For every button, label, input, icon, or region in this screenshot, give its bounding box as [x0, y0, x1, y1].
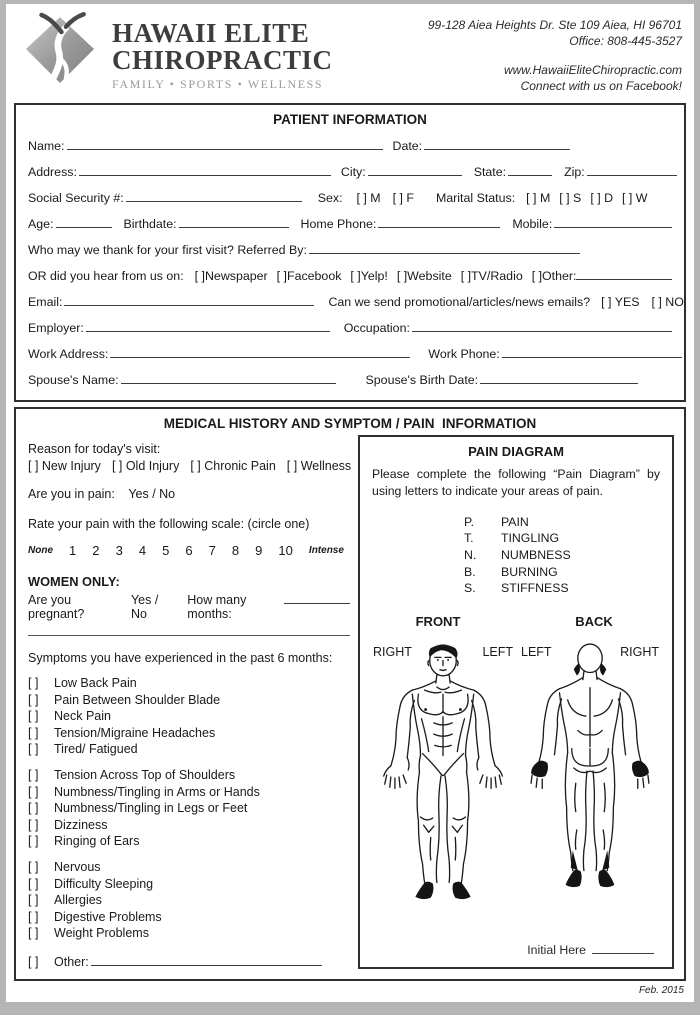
marital-status-label: Marital Status:: [435, 191, 516, 206]
clinic-contact-block: [428, 12, 682, 94]
brand-name-line1: HAWAII ELITE: [112, 18, 310, 48]
symptom-label: Tired/ Fatigued: [54, 742, 138, 757]
symptom-group-3: [28, 860, 350, 941]
hear-other-checkbox[interactable]: [ ]Other:: [531, 269, 577, 284]
symptom-neck-pain[interactable]: [28, 709, 350, 724]
legend-label-burning: BURNING: [501, 564, 558, 579]
clinic-address: 99-128 Aiea Heights Dr. Ste 109 Aiea, HI 96701: [427, 18, 682, 32]
front-body-icon[interactable]: [381, 641, 505, 907]
section-divider: [28, 635, 350, 636]
months-label: How many months:: [187, 593, 247, 622]
women-only-label: WOMEN ONLY:: [28, 574, 120, 590]
pain-diagram-title: PAIN DIAGRAM: [468, 444, 564, 460]
in-pain-row: [28, 487, 350, 501]
city-label: City:: [340, 165, 366, 180]
row-age-phones: [28, 217, 672, 231]
symptom-nervous[interactable]: [28, 860, 350, 875]
symptom-weight[interactable]: [28, 926, 350, 941]
checkbox-icon[interactable]: [ ]: [28, 784, 39, 799]
address-label: Address:: [28, 165, 77, 180]
symptom-dizziness[interactable]: [28, 818, 350, 833]
symptom-numbness-arms[interactable]: [28, 785, 350, 800]
address-field[interactable]: [79, 165, 331, 176]
birthdate-field[interactable]: [179, 217, 289, 228]
symptom-label: Numbness/Tingling in Legs or Feet: [54, 801, 248, 816]
symptom-label: Difficulty Sleeping: [54, 876, 154, 891]
scale-7[interactable]: 7: [208, 543, 216, 559]
symptom-tension-shoulders[interactable]: [28, 768, 350, 783]
hear-from-label: OR did you hear from us on:: [28, 269, 184, 284]
symptom-label: Low Back Pain: [54, 676, 137, 691]
dancer-diamond-logo-icon: [20, 12, 100, 86]
clinic-website: www.HawaiiEliteChiropractic.com: [503, 63, 682, 78]
symptom-label: Neck Pain: [54, 709, 111, 724]
checkbox-icon[interactable]: [ ]: [28, 893, 39, 908]
wellness-checkbox[interactable]: [ ] Wellness: [286, 459, 352, 474]
symptom-low-back-pain[interactable]: [28, 676, 350, 691]
in-pain-label: Are you in pain:: [28, 487, 115, 502]
row-ssn-sex-marital: [28, 191, 672, 205]
symptom-numbness-legs[interactable]: [28, 801, 350, 816]
checkbox-icon[interactable]: [ ]: [28, 801, 39, 816]
home-phone-field[interactable]: [378, 217, 500, 228]
scale-3[interactable]: 3: [115, 543, 123, 559]
symptom-label: Nervous: [54, 860, 101, 875]
clinic-logo: [20, 12, 100, 94]
reason-options: [28, 459, 350, 473]
symptom-label: Numbness/Tingling in Arms or Hands: [54, 784, 260, 799]
patient-information-title: PATIENT INFORMATION: [273, 112, 427, 128]
intake-form-page: [6, 4, 694, 1002]
old-injury-checkbox[interactable]: [ ] Old Injury: [111, 459, 180, 474]
pain-diagram-instruction: Please complete the following “Pain Diagram” by using letters to indicate your areas of pain.: [372, 467, 660, 498]
symptom-ringing-ears[interactable]: [28, 834, 350, 849]
checkbox-icon[interactable]: [ ]: [28, 692, 39, 707]
front-right-side-label: RIGHT: [373, 644, 412, 659]
symptom-group-2: [28, 768, 350, 849]
scale-8[interactable]: 8: [231, 543, 240, 559]
row-employer: [28, 321, 672, 335]
mobile-field[interactable]: [554, 217, 672, 228]
brand-name-line2: CHIROPRACTIC: [112, 45, 333, 75]
clinic-phone: Office: 808-445-3527: [569, 33, 682, 48]
row-hear-from: [28, 269, 672, 283]
symptom-shoulder-blade-pain[interactable]: [28, 693, 350, 708]
back-right-side-label: RIGHT: [620, 644, 659, 659]
checkbox-icon[interactable]: [ ]: [28, 709, 39, 724]
new-injury-checkbox[interactable]: [ ] New Injury: [28, 459, 101, 474]
promo-no-checkbox[interactable]: [ ] NO: [651, 295, 684, 310]
checkbox-icon[interactable]: [ ]: [28, 860, 39, 875]
referred-by-field[interactable]: [309, 243, 580, 254]
pain-scale: [28, 543, 344, 558]
scale-10[interactable]: 10: [278, 543, 293, 559]
hear-website-checkbox[interactable]: [ ]Website: [396, 269, 452, 284]
legend-key-tingling: T.: [464, 531, 474, 546]
symptom-allergies[interactable]: [28, 893, 350, 908]
legend-key-burning: B.: [464, 564, 476, 579]
hear-facebook-checkbox[interactable]: [ ]Facebook: [276, 269, 342, 284]
zip-label: Zip:: [564, 165, 585, 180]
rate-pain-label: Rate your pain with the following scale: (circle one): [28, 517, 310, 532]
name-label: Name:: [28, 139, 65, 154]
symptom-other-row: [28, 955, 350, 969]
promo-emails-label: Can we send promotional/articles/news emails?: [328, 295, 591, 310]
clinic-facebook: Connect with us on Facebook!: [520, 78, 682, 93]
work-address-field[interactable]: [110, 347, 410, 358]
symptom-difficulty-sleeping[interactable]: [28, 877, 350, 892]
row-work: [28, 347, 672, 361]
date-field[interactable]: [424, 139, 570, 150]
occupation-field[interactable]: [412, 321, 672, 332]
sex-label: Sex:: [317, 191, 343, 206]
marital-divorced-checkbox[interactable]: [ ] D: [590, 191, 614, 206]
symptom-label: Tension/Migraine Headaches: [54, 725, 216, 740]
age-label: Age:: [28, 217, 54, 232]
brand-tagline: FAMILY • SPORTS • WELLNESS: [112, 77, 324, 91]
checkbox-icon[interactable]: [ ]: [28, 817, 39, 832]
spouse-birthdate-label: Spouse's Birth Date:: [365, 373, 479, 388]
initial-field[interactable]: [592, 943, 654, 954]
back-body-figure[interactable]: [521, 629, 659, 910]
checkbox-icon[interactable]: [ ]: [28, 876, 39, 891]
symptom-label: Ringing of Ears: [54, 834, 140, 849]
months-field[interactable]: [284, 593, 350, 604]
age-field[interactable]: [56, 217, 112, 228]
other-field[interactable]: [91, 955, 322, 966]
marital-single-checkbox[interactable]: [ ] S: [559, 191, 582, 206]
spouse-name-field[interactable]: [121, 373, 336, 384]
pain-legend: [464, 514, 672, 597]
symptoms-heading: Symptoms you have experienced in the past 6 months:: [28, 651, 333, 666]
checkbox-icon[interactable]: [ ]: [28, 725, 39, 740]
sex-female-checkbox[interactable]: [ ] F: [392, 191, 414, 206]
checkbox-icon[interactable]: [ ]: [28, 742, 39, 757]
front-body-figure[interactable]: [373, 629, 513, 910]
marital-widowed-checkbox[interactable]: [ ] W: [622, 191, 648, 206]
symptom-label: Digestive Problems: [54, 909, 162, 924]
symptom-label: Dizziness: [54, 817, 108, 832]
scale-6[interactable]: 6: [185, 543, 193, 559]
checkbox-icon[interactable]: [ ]: [28, 955, 39, 970]
scale-2[interactable]: 2: [92, 543, 100, 559]
legend-key-numbness: N.: [464, 548, 477, 562]
referred-by-label: Who may we thank for your first visit? Referred By:: [28, 243, 307, 258]
scale-9[interactable]: 9: [255, 543, 263, 559]
front-left-side-label: LEFT: [482, 644, 513, 659]
legend-key-stiffness: S.: [464, 581, 476, 596]
reason-visit-label: Reason for today's visit:: [28, 442, 161, 457]
symptom-tired[interactable]: [28, 742, 350, 757]
legend-key-pain: P.: [464, 514, 475, 529]
pain-diagram-box: [358, 435, 674, 969]
row-referred-by: [28, 243, 672, 257]
work-phone-label: Work Phone:: [428, 347, 500, 362]
pregnant-row: [28, 593, 350, 621]
scale-1[interactable]: 1: [69, 543, 77, 559]
scale-none-label: None: [28, 545, 53, 557]
occupation-label: Occupation:: [343, 321, 410, 336]
other-label: Other:: [54, 955, 89, 970]
back-label: BACK: [575, 613, 613, 629]
home-phone-label: Home Phone:: [300, 217, 377, 232]
date-label: Date:: [392, 139, 423, 154]
checkbox-icon[interactable]: [ ]: [28, 834, 39, 849]
hear-yelp-checkbox[interactable]: [ ]Yelp!: [350, 269, 388, 284]
state-field[interactable]: [508, 165, 552, 176]
birthdate-label: Birthdate:: [123, 217, 177, 232]
legend-label-tingling: TINGLING: [501, 531, 560, 546]
checkbox-icon[interactable]: [ ]: [28, 909, 39, 924]
letterhead: [6, 6, 694, 98]
patient-information-section: [14, 103, 686, 402]
ssn-field[interactable]: [126, 191, 302, 202]
work-address-label: Work Address:: [28, 347, 109, 362]
symptom-label: Tension Across Top of Shoulders: [54, 768, 236, 783]
scale-5[interactable]: 5: [162, 543, 170, 559]
spouse-name-label: Spouse's Name:: [28, 373, 119, 388]
row-spouse: [28, 373, 672, 387]
legend-label-numbness: NUMBNESS: [501, 548, 571, 562]
state-label: State:: [473, 165, 507, 180]
email-label: Email:: [28, 295, 63, 310]
row-address: [28, 165, 672, 179]
chronic-pain-checkbox[interactable]: [ ] Chronic Pain: [190, 459, 276, 474]
symptom-label: Weight Problems: [54, 926, 149, 941]
symptom-label: Allergies: [54, 893, 102, 908]
ssn-label: Social Security #:: [28, 191, 124, 206]
initial-here-label: Initial Here: [527, 943, 586, 958]
checkbox-icon[interactable]: [ ]: [28, 676, 39, 691]
legend-label-pain: PAIN: [501, 514, 529, 529]
front-label: FRONT: [415, 613, 461, 629]
medical-history-section: [14, 407, 686, 981]
row-name-date: [28, 139, 672, 153]
spouse-birthdate-field[interactable]: [480, 373, 638, 384]
symptom-label: Pain Between Shoulder Blade: [54, 692, 221, 707]
symptom-headaches[interactable]: [28, 726, 350, 741]
row-email-promo: [28, 295, 684, 310]
symptom-digestive[interactable]: [28, 910, 350, 925]
checkbox-icon[interactable]: [ ]: [28, 768, 39, 783]
pregnant-yes-no-choice[interactable]: Yes / No: [130, 593, 159, 622]
employer-label: Employer:: [28, 321, 84, 336]
hear-other-field[interactable]: [576, 269, 672, 280]
scale-intense-label: Intense: [308, 545, 344, 557]
back-left-side-label: LEFT: [521, 644, 552, 659]
brand-block: [112, 12, 333, 94]
medical-history-title: MEDICAL HISTORY AND SYMPTOM / PAIN INFORMATION: [163, 416, 537, 432]
sex-male-checkbox[interactable]: [ ] M: [356, 191, 381, 206]
legend-label-stiffness: STIFFNESS: [501, 581, 569, 596]
promo-yes-checkbox[interactable]: [ ] YES: [601, 295, 640, 310]
medical-left-column: [28, 435, 350, 969]
hear-tvradio-checkbox[interactable]: [ ]TV/Radio: [460, 269, 523, 284]
marital-married-checkbox[interactable]: [ ] M: [526, 191, 551, 206]
symptom-group-1: [28, 676, 350, 757]
employer-field[interactable]: [86, 321, 330, 332]
revision-date: Feb. 2015: [638, 985, 684, 997]
work-phone-field[interactable]: [502, 347, 682, 358]
scale-4[interactable]: 4: [138, 543, 147, 559]
city-field[interactable]: [368, 165, 462, 176]
hear-newspaper-checkbox[interactable]: [ ]Newspaper: [194, 269, 268, 284]
email-field[interactable]: [64, 295, 314, 306]
back-body-icon[interactable]: [529, 641, 651, 895]
in-pain-yes-no-choice[interactable]: Yes / No: [128, 487, 176, 502]
pregnant-label: Are you pregnant?: [28, 593, 85, 622]
zip-field[interactable]: [587, 165, 677, 176]
mobile-label: Mobile:: [512, 217, 553, 232]
name-field[interactable]: [67, 139, 383, 150]
checkbox-icon[interactable]: [ ]: [28, 926, 39, 941]
